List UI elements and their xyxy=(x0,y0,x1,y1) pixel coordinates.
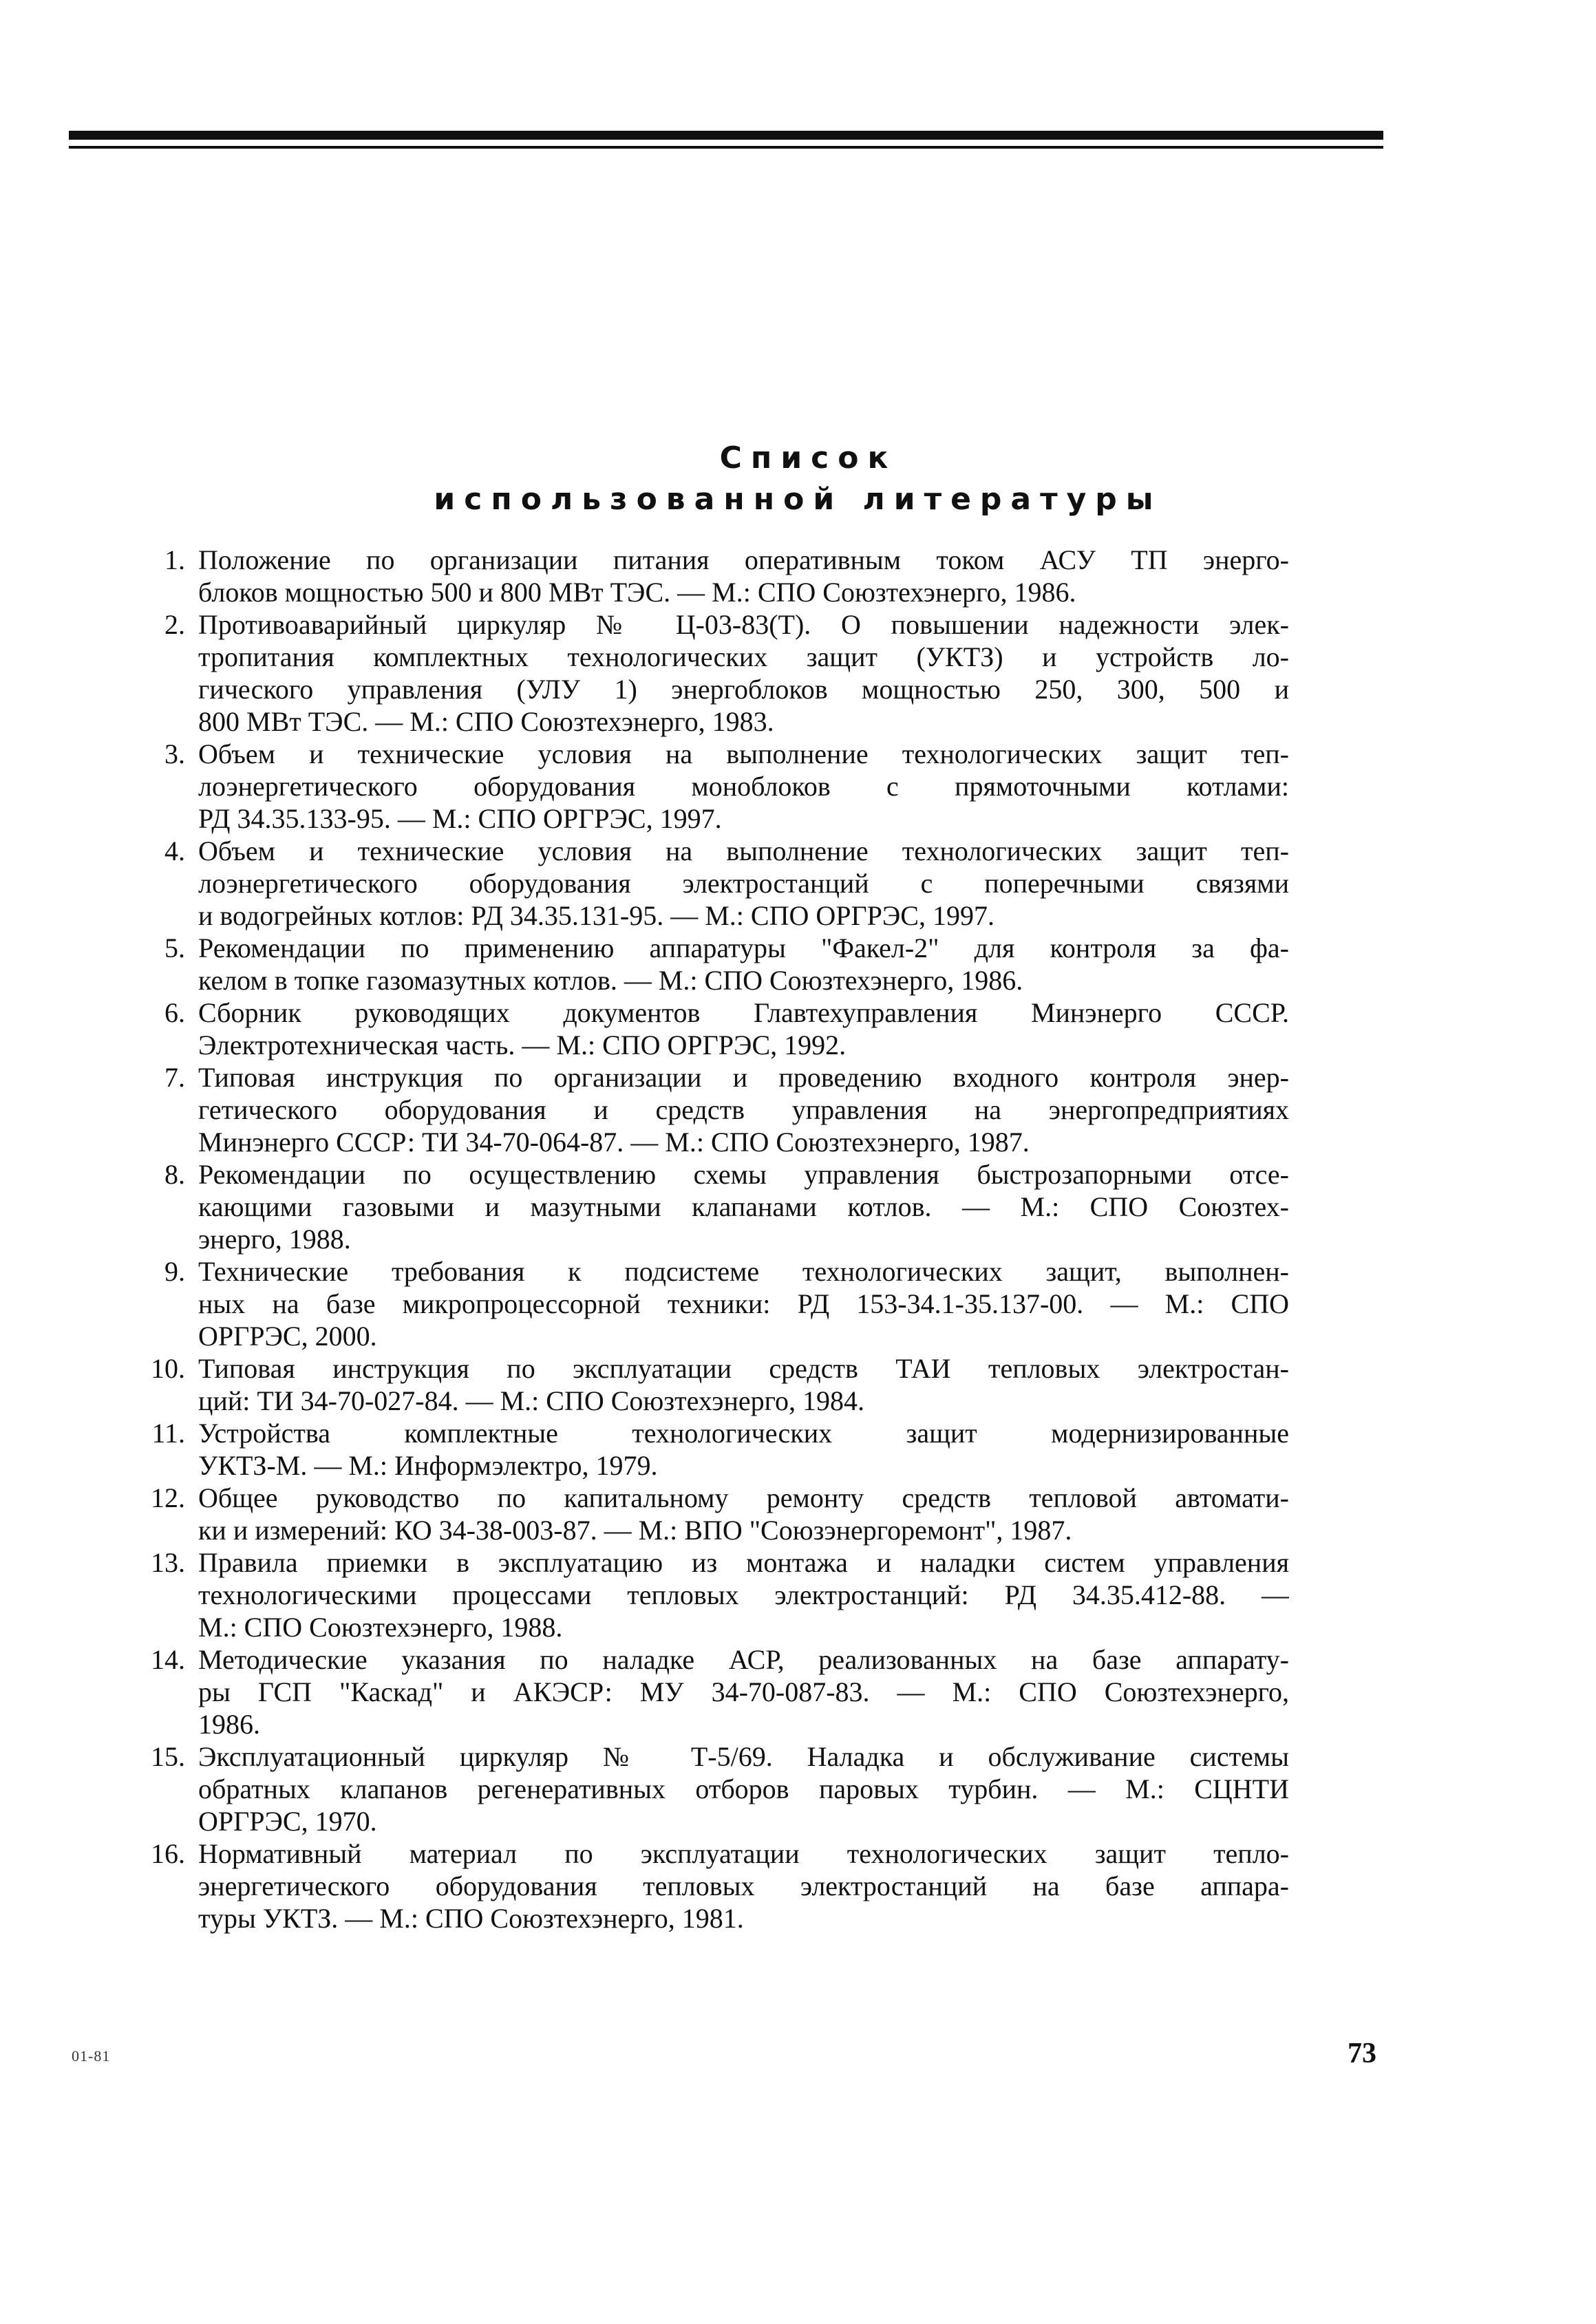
reference-text-line: УКТЗ-М. — М.: Информэлектро, 1979. xyxy=(198,1450,658,1481)
reference-text-line: ций: ТИ 34-70-027-84. — М.: СПО Союзтехэнерго, 1984. xyxy=(198,1385,865,1416)
title-line-2: использованной литературы xyxy=(434,482,1162,517)
reference-number: 14. xyxy=(151,1644,185,1675)
reference-text-line: ры ГСП "Каскад" и АКЭСР: МУ 34-70-087-83. — М.: СПО Союзтехэнерго, xyxy=(198,1676,1289,1707)
reference-text-line: Сборник руководящих документов Главтехуправления Минэнерго СССР. xyxy=(198,997,1289,1028)
reference-text-line: ки и измерений: КО 34-38-003-87. — М.: ВПО "Союзэнергоремонт", 1987. xyxy=(198,1515,1072,1546)
reference-number: 1. xyxy=(164,544,185,575)
reference-text-line: кающими газовыми и мазутными клапанами котлов. — М.: СПО Союзтех- xyxy=(198,1191,1289,1222)
reference-text-line: Методические указания по наладке АСР, реализованных на базе аппарату- xyxy=(198,1644,1289,1675)
reference-text-line: гетического оборудования и средств управления на энергопредприятиях xyxy=(198,1094,1289,1125)
reference-item xyxy=(0,1417,1596,1482)
reference-text-line: Типовая инструкция по эксплуатации средств ТАИ тепловых электростан- xyxy=(198,1353,1289,1384)
reference-text-line: РД 34.35.133-95. — М.: СПО ОРГРЭС, 1997. xyxy=(198,803,722,834)
reference-text-line: энерго, 1988. xyxy=(198,1224,351,1255)
reference-text-line: Технические требования к подсистеме технологических защит, выполнен- xyxy=(198,1256,1289,1287)
print-code: 01-81 xyxy=(72,2047,111,2065)
reference-text-line: Устройства комплектные технологических защит модернизированные xyxy=(198,1418,1289,1449)
header-rule-thick xyxy=(69,131,1383,140)
reference-item xyxy=(0,1158,1596,1255)
reference-number: 9. xyxy=(164,1256,185,1287)
reference-item xyxy=(0,835,1596,932)
reference-text-line: обратных клапанов регенеративных отборов паровых турбин. — М.: СЦНТИ xyxy=(198,1773,1289,1804)
reference-text-line: лоэнергетического оборудования моноблоков с прямоточными котлами: xyxy=(198,771,1289,802)
reference-item xyxy=(0,608,1596,738)
reference-item xyxy=(0,1546,1596,1643)
reference-number: 16. xyxy=(151,1838,185,1869)
reference-text-line: блоков мощностью 500 и 800 МВт ТЭС. — М.: СПО Союзтехэнерго, 1986. xyxy=(198,577,1076,608)
reference-text-line: энергетического оборудования тепловых электростанций на базе аппара- xyxy=(198,1870,1289,1901)
reference-text-line: Минэнерго СССР: ТИ 34-70-064-87. — М.: СПО Союзтехэнерго, 1987. xyxy=(198,1127,1030,1158)
reference-text-line: лоэнергетического оборудования электростанций с поперечными связями xyxy=(198,868,1289,899)
reference-text-line: технологическими процессами тепловых электростанций: РД 34.35.412-88. — xyxy=(198,1579,1289,1610)
reference-item xyxy=(0,738,1596,835)
reference-text-line: ных на базе микропроцессорной техники: РД 153-34.1-35.137-00. — М.: СПО xyxy=(198,1288,1289,1319)
reference-item xyxy=(0,996,1596,1061)
page-number: 73 xyxy=(1348,2038,1376,2069)
reference-item xyxy=(0,1061,1596,1158)
reference-text-line: Объем и технические условия на выполнение технологических защит теп- xyxy=(198,835,1289,866)
reference-number: 10. xyxy=(151,1353,185,1384)
reference-text-line: Электротехническая часть. — М.: СПО ОРГРЭС, 1992. xyxy=(198,1030,847,1060)
reference-text-line: гического управления (УЛУ 1) энергоблоков мощностью 250, 300, 500 и xyxy=(198,674,1289,705)
reference-number: 11. xyxy=(151,1418,185,1449)
reference-item xyxy=(0,544,1596,608)
reference-item xyxy=(0,1740,1596,1837)
reference-item xyxy=(0,1482,1596,1546)
reference-item xyxy=(0,1255,1596,1352)
reference-number: 3. xyxy=(164,738,185,769)
reference-text-line: Объем и технические условия на выполнение технологических защит теп- xyxy=(198,738,1289,769)
reference-number: 15. xyxy=(151,1741,185,1772)
reference-item xyxy=(0,1352,1596,1417)
reference-text-line: Эксплуатационный циркуляр № Т-5/69. Наладка и обслуживание системы xyxy=(198,1741,1289,1772)
reference-text-line: 1986. xyxy=(198,1709,260,1740)
reference-text-line: келом в топке газомазутных котлов. — М.: СПО Союзтехэнерго, 1986. xyxy=(198,965,1023,996)
reference-text-line: Рекомендации по осуществлению схемы управления быстрозапорными отсе- xyxy=(198,1159,1289,1190)
reference-item xyxy=(0,1643,1596,1740)
reference-text-line: ОРГРЭС, 2000. xyxy=(198,1321,377,1352)
reference-text-line: тропитания комплектных технологических защит (УКТЗ) и устройств ло- xyxy=(198,641,1289,672)
page-title xyxy=(0,438,1596,520)
reference-number: 8. xyxy=(164,1159,185,1190)
reference-number: 4. xyxy=(164,835,185,866)
reference-text-line: ОРГРЭС, 1970. xyxy=(198,1806,377,1837)
header-rule-thin xyxy=(69,146,1383,149)
reference-text-line: Положение по организации питания оперативным током АСУ ТП энерго- xyxy=(198,544,1289,575)
reference-item xyxy=(0,932,1596,996)
reference-text-line: Общее руководство по капитальному ремонту средств тепловой автомати- xyxy=(198,1482,1289,1513)
reference-text-line: туры УКТЗ. — М.: СПО Союзтехэнерго, 1981. xyxy=(198,1903,744,1934)
reference-text-line: Правила приемки в эксплуатацию из монтажа и наладки систем управления xyxy=(198,1547,1289,1578)
reference-number: 5. xyxy=(164,932,185,963)
reference-text-line: и водогрейных котлов: РД 34.35.131-95. — М.: СПО ОРГРЭС, 1997. xyxy=(198,900,994,931)
reference-number: 6. xyxy=(164,997,185,1028)
reference-text-line: Рекомендации по применению аппаратуры "Факел-2" для контроля за фа- xyxy=(198,932,1289,963)
reference-number: 12. xyxy=(151,1482,185,1513)
title-line-1: Список xyxy=(719,440,897,476)
reference-number: 13. xyxy=(151,1547,185,1578)
reference-number: 2. xyxy=(164,609,185,640)
reference-text-line: Противоаварийный циркуляр № Ц-03-83(Т). О повышении надежности элек- xyxy=(198,609,1289,640)
reference-item xyxy=(0,1837,1596,1934)
reference-number: 7. xyxy=(164,1062,185,1093)
reference-text-line: М.: СПО Союзтехэнерго, 1988. xyxy=(198,1612,563,1643)
reference-text-line: Нормативный материал по эксплуатации технологических защит тепло- xyxy=(198,1838,1289,1869)
reference-text-line: Типовая инструкция по организации и проведению входного контроля энер- xyxy=(198,1062,1289,1093)
reference-text-line: 800 МВт ТЭС. — М.: СПО Союзтехэнерго, 1983. xyxy=(198,706,774,737)
reference-list xyxy=(0,544,1596,1934)
